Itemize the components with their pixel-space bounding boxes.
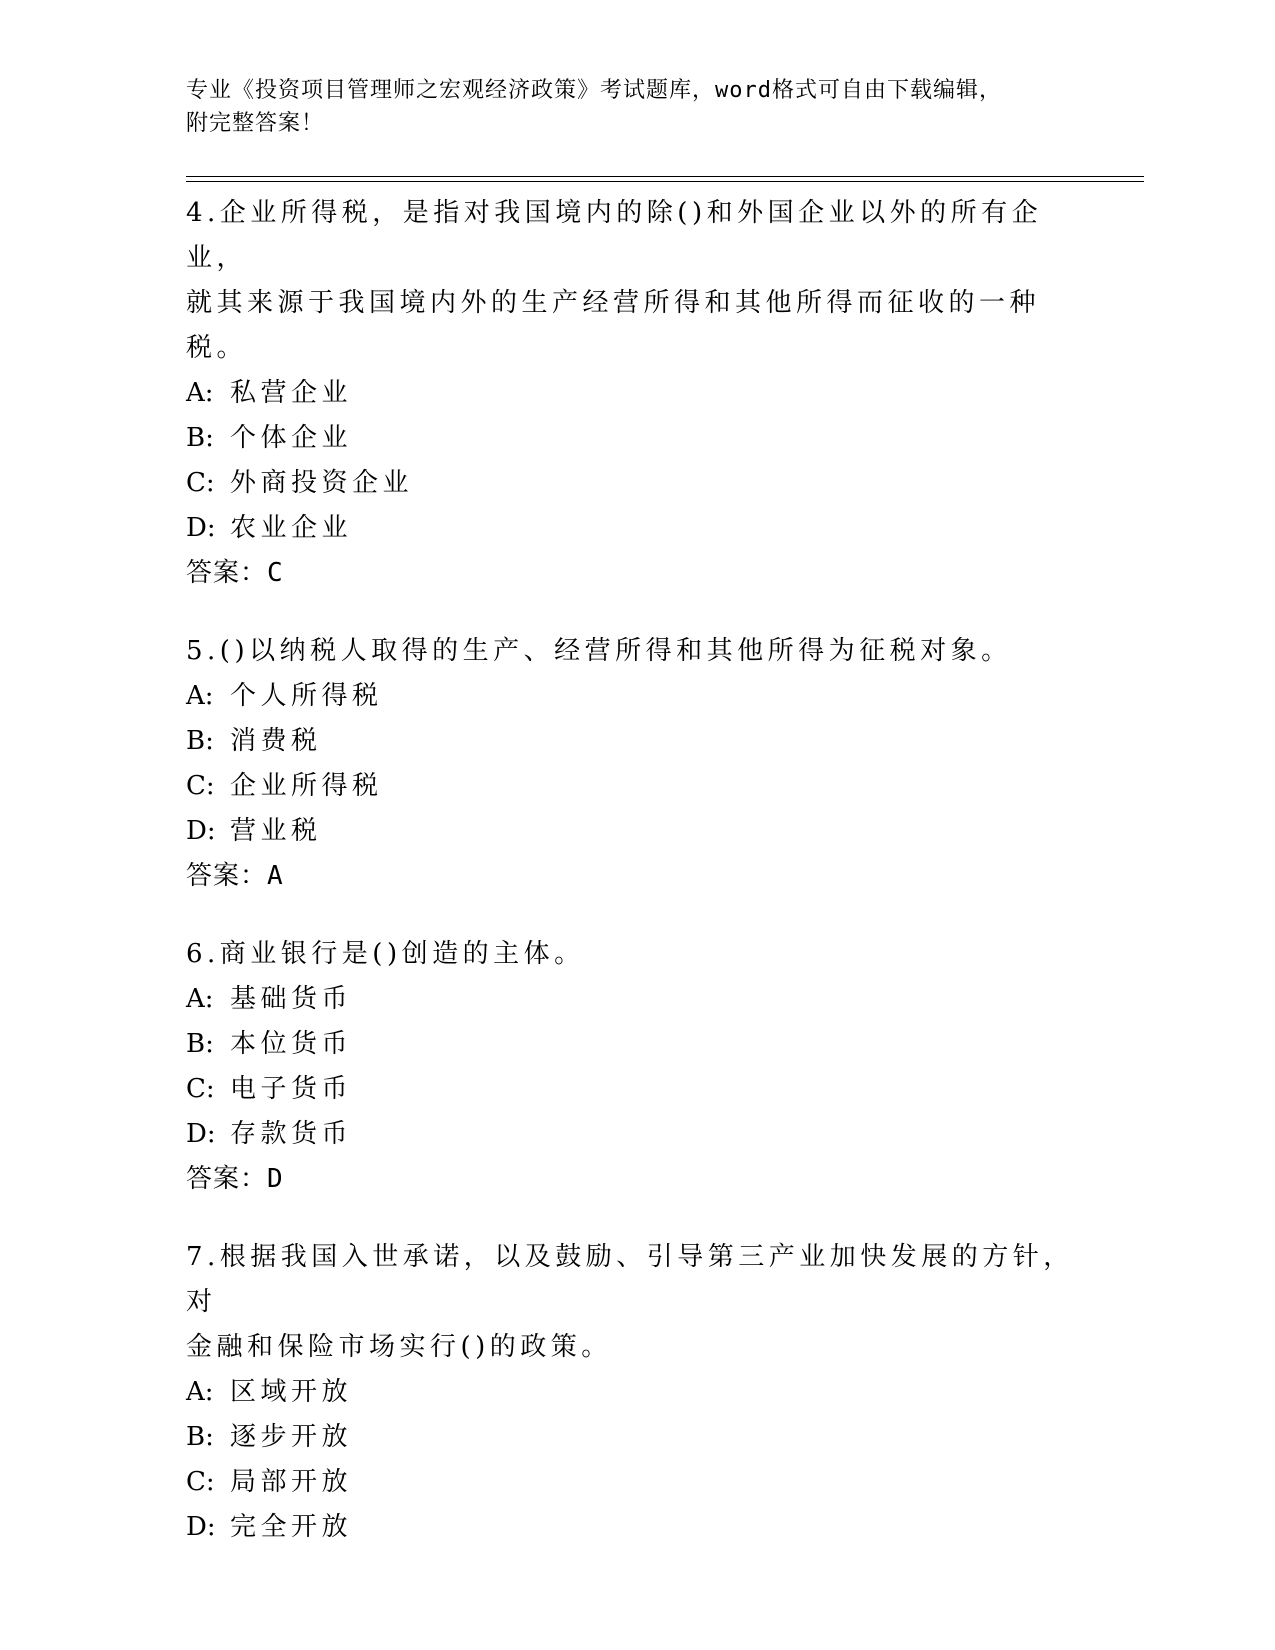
option-text: 电子货币: [230, 1074, 353, 1104]
option-a: [186, 674, 1086, 719]
question-stem: 7.根据我国入世承诺，以及鼓励、引导第三产业加快发展的方针，对: [186, 1242, 1074, 1317]
option-letter: B:: [186, 726, 214, 756]
option-text: 个人所得税: [230, 681, 383, 711]
option-text: 外商投资企业: [230, 468, 414, 498]
option-text: 完全开放: [230, 1512, 353, 1542]
option-a: [186, 371, 1086, 416]
question-stem: 6.商业银行是()创造的主体。: [186, 939, 585, 969]
option-letter: D:: [186, 1119, 216, 1149]
option-letter: C:: [186, 468, 215, 498]
question-item: [186, 191, 1086, 596]
option-a: [186, 977, 1086, 1022]
question-stem: 5.()以纳税人取得的生产、经营所得和其他所得为征税对象。: [186, 636, 1012, 666]
option-d: [186, 809, 1086, 854]
option-text: 私营企业: [230, 378, 353, 408]
option-a: [186, 1370, 1086, 1415]
option-text: 农业企业: [230, 513, 353, 543]
option-b: [186, 1022, 1086, 1067]
question-list: [186, 191, 1086, 1583]
option-text: 营业税: [230, 816, 322, 846]
header-divider-bottom: [186, 181, 1144, 182]
option-b: [186, 416, 1086, 461]
answer-label: 答案：: [186, 861, 268, 891]
option-text: 消费税: [230, 726, 322, 756]
option-text: 区域开放: [230, 1377, 353, 1407]
option-letter: D:: [186, 816, 216, 846]
option-letter: D:: [186, 1512, 216, 1542]
option-text: 本位货币: [230, 1029, 353, 1059]
option-text: 基础货币: [230, 984, 353, 1014]
answer-label: 答案：: [186, 1164, 268, 1194]
question-item: [186, 1235, 1086, 1550]
option-letter: C:: [186, 1074, 215, 1104]
document-header: [186, 74, 1066, 140]
header-line-1: 专业《投资项目管理师之宏观经济政策》考试题库，word格式可自由下载编辑，: [186, 78, 1002, 103]
option-letter: A:: [186, 1377, 214, 1407]
answer-line: [186, 1157, 1086, 1202]
option-letter: A:: [186, 378, 214, 408]
question-stem-continued: 就其来源于我国境内外的生产经营所得和其他所得而征收的一种税。: [186, 288, 1041, 363]
option-text: 局部开放: [230, 1467, 353, 1497]
option-b: [186, 719, 1086, 764]
option-letter: D:: [186, 513, 216, 543]
option-letter: B:: [186, 1422, 214, 1452]
option-letter: B:: [186, 423, 214, 453]
option-letter: C:: [186, 1467, 215, 1497]
option-text: 企业所得税: [230, 771, 383, 801]
option-text: 个体企业: [230, 423, 353, 453]
question-stem-continued: 金融和保险市场实行()的政策。: [186, 1332, 612, 1362]
header-divider-top: [186, 176, 1144, 177]
option-c: [186, 764, 1086, 809]
option-letter: A:: [186, 984, 214, 1014]
option-d: [186, 1505, 1086, 1550]
answer-line: [186, 854, 1086, 899]
option-letter: A:: [186, 681, 214, 711]
option-letter: B:: [186, 1029, 214, 1059]
question-item: [186, 932, 1086, 1202]
option-c: [186, 1067, 1086, 1112]
question-stem: 4.企业所得税，是指对我国境内的除()和外国企业以外的所有企业，: [186, 198, 1043, 273]
header-line-2: 附完整答案！: [186, 111, 325, 136]
option-d: [186, 506, 1086, 551]
question-item: [186, 629, 1086, 899]
answer-value: D: [267, 1164, 284, 1194]
option-c: [186, 461, 1086, 506]
option-c: [186, 1460, 1086, 1505]
option-d: [186, 1112, 1086, 1157]
answer-line: [186, 551, 1086, 596]
option-text: 存款货币: [230, 1119, 353, 1149]
answer-value: A: [267, 861, 284, 891]
answer-label: 答案：: [186, 558, 268, 588]
option-b: [186, 1415, 1086, 1460]
answer-value: C: [267, 558, 284, 588]
option-text: 逐步开放: [230, 1422, 353, 1452]
option-letter: C:: [186, 771, 215, 801]
